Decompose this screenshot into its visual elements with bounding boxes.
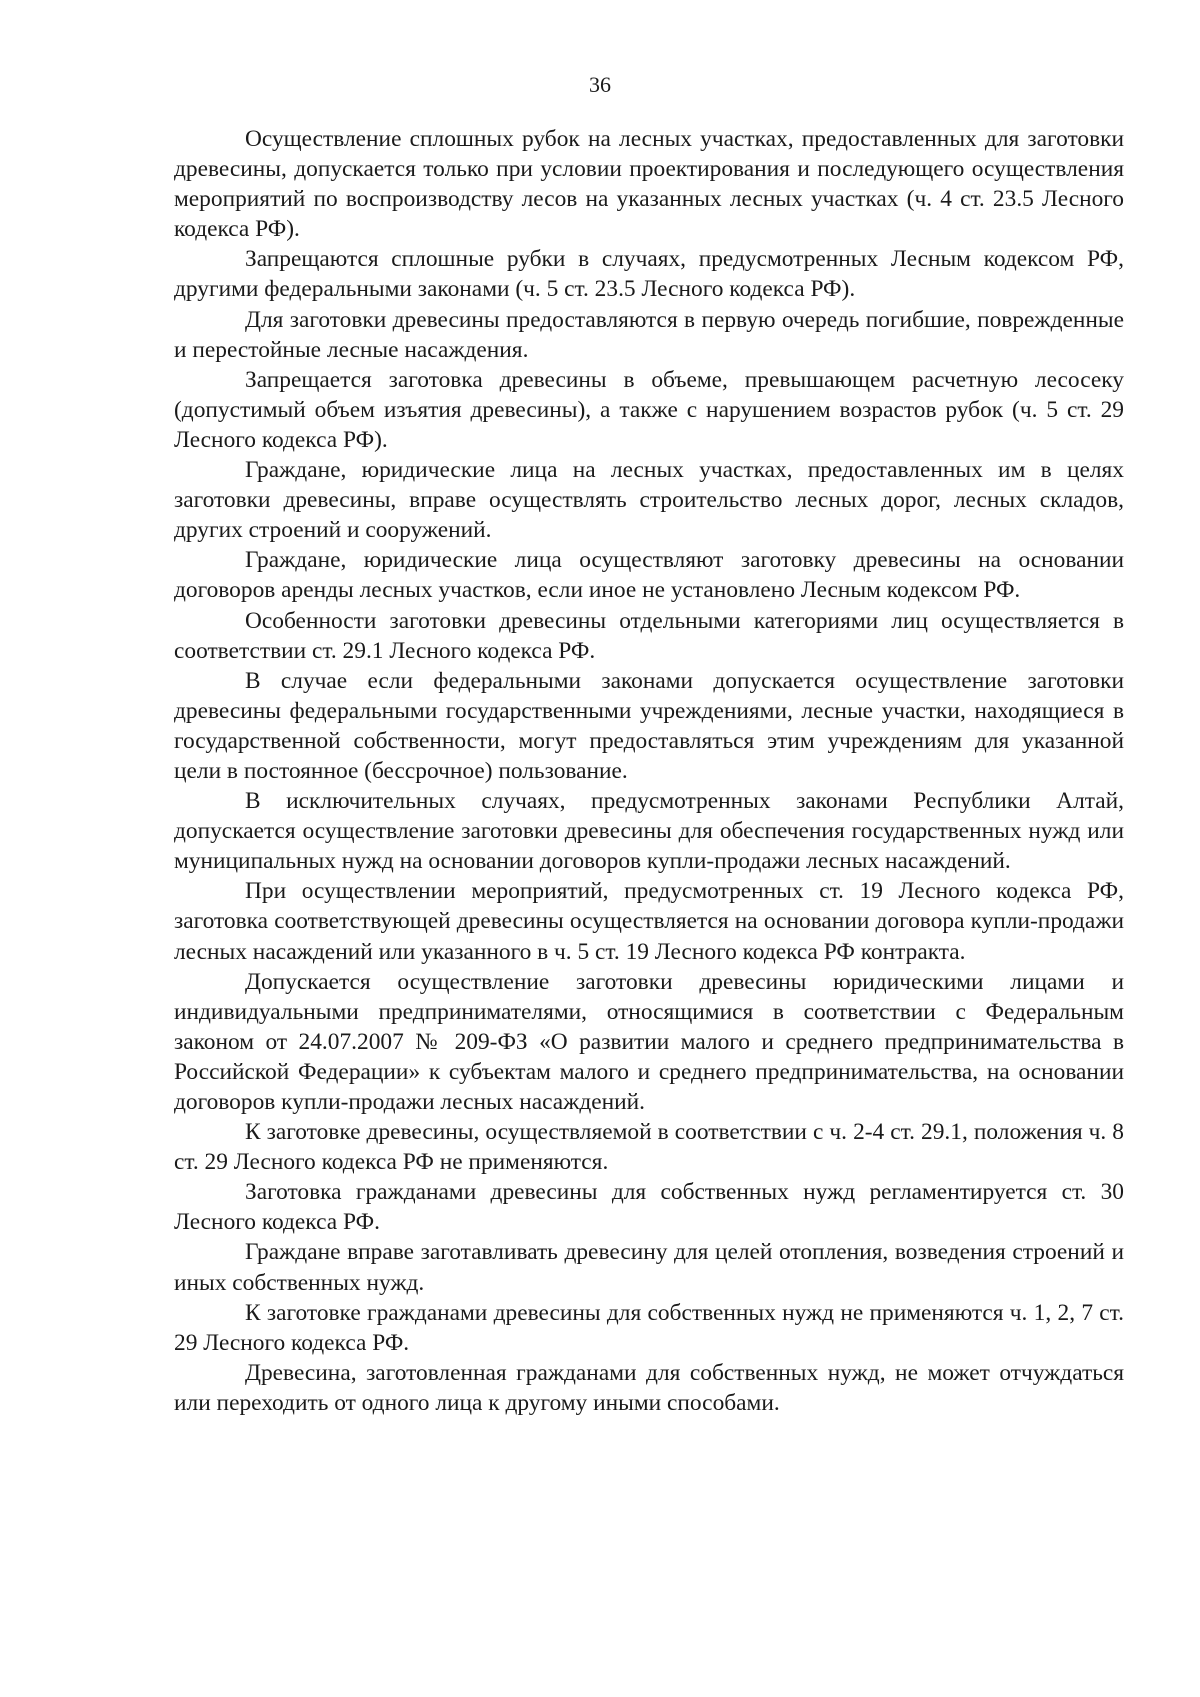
paragraph: Допускается осуществление заготовки древесины юридическими лицами и индивидуальными предпринимателями, относящимися в соответствии с Федеральным законом от 24.07.2007 № 209-ФЗ «О развитии малого и среднего предпринимательства в Российской Федерации» к субъектам малого и среднего предпринимательства, на основании договоров купли-продажи лесных насаждений. bbox=[174, 968, 1124, 1115]
paragraph: К заготовке гражданами древесины для собственных нужд не применяются ч. 1, 2, 7 ст. 29 Лесного кодекса РФ. bbox=[174, 1299, 1124, 1356]
paragraph: В случае если федеральными законами допускается осуществление заготовки древесины федеральными государственными учреждениями, лесные участки, находящиеся в государственной собственности, могут предоставляться этим учреждениям для указанной цели в постоянное (бессрочное) пользование. bbox=[174, 667, 1124, 784]
paragraph: Граждане, юридические лица осуществляют заготовку древесины на основании договоров аренды лесных участков, если иное не установлено Лесным кодексом РФ. bbox=[174, 547, 1124, 604]
paragraph: Граждане вправе заготавливать древесину для целей отопления, возведения строений и иных собственных нужд. bbox=[174, 1239, 1124, 1296]
paragraph: В исключительных случаях, предусмотренных законами Республики Алтай, допускается осуществление заготовки древесины для обеспечения государственных нужд или муниципальных нужд на основании договоров купли-продажи лесных насаждений. bbox=[174, 788, 1124, 875]
paragraph: Запрещается заготовка древесины в объеме, превышающем расчетную лесосеку (допустимый объем изъятия древесины), а также с нарушением возрастов рубок (ч. 5 ст. 29 Лесного кодекса РФ). bbox=[174, 366, 1124, 453]
paragraph: Древесина, заготовленная гражданами для собственных нужд, не может отчуждаться или переходить от одного лица к другому иными способами. bbox=[174, 1359, 1124, 1416]
paragraph: При осуществлении мероприятий, предусмотренных ст. 19 Лесного кодекса РФ, заготовка соответствующей древесины осуществляется на основании договора купли-продажи лесных насаждений или указанного в ч. 5 ст. 19 Лесного кодекса РФ контракта. bbox=[174, 878, 1124, 965]
paragraph: Для заготовки древесины предоставляются в первую очередь погибшие, поврежденные и перестойные лесные насаждения. bbox=[174, 306, 1124, 363]
paragraph: Осуществление сплошных рубок на лесных участках, предоставленных для заготовки древесины, допускается только при условии проектирования и последующего осуществления мероприятий по воспроизводству лесов на указанных лесных участках (ч. 4 ст. 23.5 Лесного кодекса РФ). bbox=[174, 126, 1124, 243]
paragraph: Запрещаются сплошные рубки в случаях, предусмотренных Лесным кодексом РФ, другими федеральными законами (ч. 5 ст. 23.5 Лесного кодекса РФ). bbox=[174, 246, 1124, 303]
document-body bbox=[174, 124, 1124, 1418]
paragraph: К заготовке древесины, осуществляемой в соответствии с ч. 2-4 ст. 29.1, положения ч. 8 ст. 29 Лесного кодекса РФ не применяются. bbox=[174, 1119, 1124, 1176]
paragraph: Заготовка гражданами древесины для собственных нужд регламентируется ст. 30 Лесного кодекса РФ. bbox=[174, 1179, 1124, 1236]
page-number: 36 bbox=[589, 72, 611, 97]
paragraph: Граждане, юридические лица на лесных участках, предоставленных им в целях заготовки древесины, вправе осуществлять строительство лесных дорог, лесных складов, других строений и сооружений. bbox=[174, 457, 1124, 544]
paragraph: Особенности заготовки древесины отдельными категориями лиц осуществляется в соответствии ст. 29.1 Лесного кодекса РФ. bbox=[174, 607, 1124, 664]
